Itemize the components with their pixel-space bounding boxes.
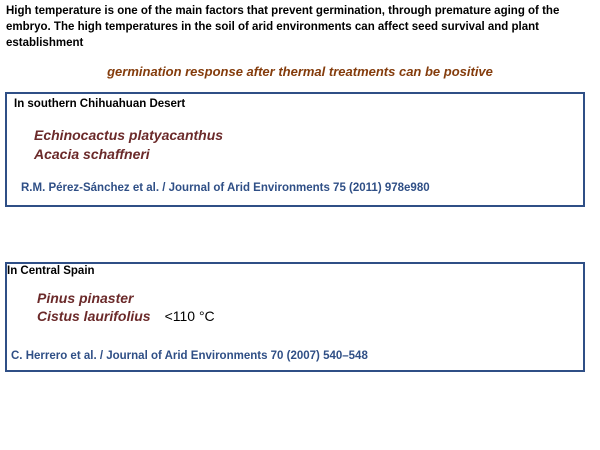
temperature-threshold: <110 °C <box>164 308 215 324</box>
species-name: Cistus laurifolius <box>37 308 151 324</box>
box-heading: In Central Spain <box>7 265 95 277</box>
citation: R.M. Pérez-Sánchez et al. / Journal of Arid Environments 75 (2011) 978e980 <box>21 182 430 194</box>
species-line <box>37 307 215 325</box>
species-name: Acacia schaffneri <box>34 146 150 162</box>
box-heading: In southern Chihuahuan Desert <box>14 98 186 110</box>
intro-paragraph: High temperature is one of the main factors that prevent germination, through premature aging of the embryo. The high temperatures in the soil of arid environments can affect seed survival and plant establishment <box>6 5 560 49</box>
species-name: Pinus pinaster <box>37 290 134 306</box>
citation: C. Herrero et al. / Journal of Arid Environments 70 (2007) 540–548 <box>11 350 368 362</box>
subtitle: germination response after thermal treatments can be positive <box>107 64 493 79</box>
species-name: Echinocactus platyacanthus <box>34 127 224 143</box>
central-spain-box <box>5 262 585 372</box>
chihuahuan-desert-box <box>5 92 585 207</box>
